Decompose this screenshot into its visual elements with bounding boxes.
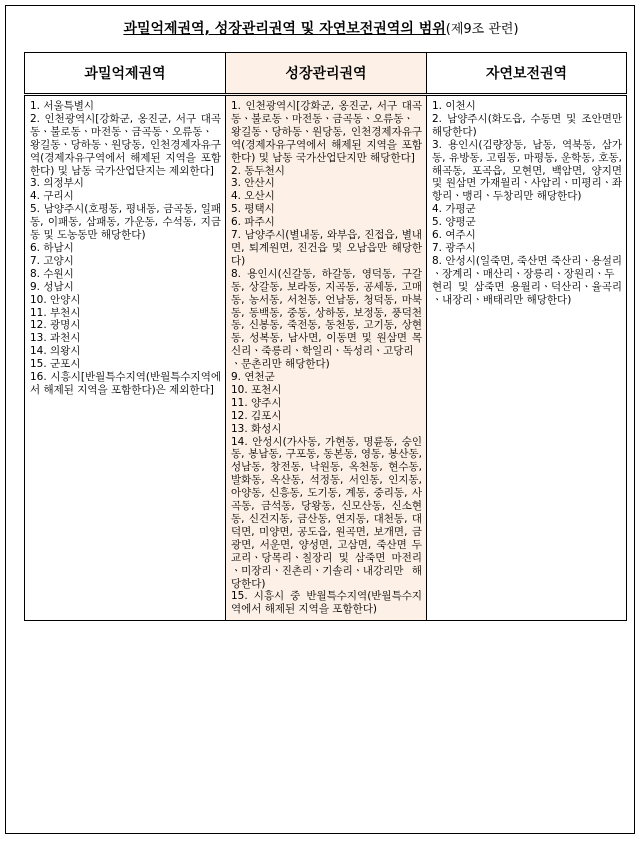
document-frame [5,5,635,834]
list-item: 7. 고양시 [30,254,74,267]
nature-conservation-cell [427,95,627,621]
nature-conservation-list [432,100,622,307]
list-item: 9. 연천군 [231,371,275,384]
list-item: 11. 부천시 [30,306,81,319]
list-item: 10. 안양시 [30,293,81,306]
zone-range-table [24,52,627,621]
header-nature-conservation: 자연보전권역 [427,53,627,95]
list-item: 8. 수원시 [30,267,74,280]
list-item: 5. 평택시 [231,203,275,216]
list-item: 9. 성남시 [30,280,74,293]
overcrowding-control-list [30,100,221,397]
list-item: 13. 화성시 [231,422,282,435]
list-item: 1. 이천시 [432,100,476,112]
list-item: 3. 의정부시 [30,177,84,190]
list-item: 12. 광명시 [30,319,81,332]
list-item: 3. 용인시(김량장동, 남동, 역북동, 삼가동, 유방동, 고림동, 마평동, 운학동, 호동, 해곡동, 포곡읍, 모현면, 백암면, 양지면 및 원삼면 가재월리ㆍ사암리ㆍ미평리ㆍ좌항리ㆍ맹리ㆍ두창리만 해당한다) [432,138,622,203]
list-item: 8. 안성시(일죽면, 죽산면 죽산리ㆍ용설리ㆍ장계리ㆍ매산리ㆍ장릉리ㆍ장원리ㆍ두현리 및 삼죽면 용월리ㆍ덕산리ㆍ율곡리ㆍ내장리ㆍ배태리만 해당한다) [432,254,622,306]
list-item: 1. 인천광역시[강화군, 옹진군, 서구 대곡동ㆍ불로동ㆍ마전동ㆍ금곡동ㆍ오류동ㆍ왕길동ㆍ당하동ㆍ원당동, 인천경제자유구역(경제자유구역에서 해제된 지역을 포함한다) 및 남동 국가산업단지만 해당한다] [231,100,422,164]
growth-management-cell [226,95,427,621]
list-item: 11. 양주시 [231,396,282,409]
list-item: 6. 하남시 [30,241,74,254]
list-item: 5. 양평군 [432,216,476,229]
table-header-row [25,53,627,95]
list-item: 6. 파주시 [231,216,275,229]
header-growth-management: 성장관리권역 [226,53,427,95]
list-item: 8. 용인시(신갈동, 하갈동, 영덕동, 구갈동, 상갈동, 보라동, 지곡동, 공세동, 고매동, 농서동, 서천동, 언남동, 청덕동, 마북동, 동백동, 중동, 상하동, 보정동, 풍덕천동, 신봉동, 죽전동, 동천동, 고기동, 상현동, 성복동, 남사면, 이동면 및 원삼면 목신리ㆍ죽릉리ㆍ학일리ㆍ독성리ㆍ고당리ㆍ문촌리만 해당한다) [231,267,422,371]
list-item: 4. 구리시 [30,190,74,203]
list-item: 6. 여주시 [432,229,476,242]
list-item: 1. 서울특별시 [30,100,95,112]
title-article-reference: (제9조 관련) [445,22,519,37]
list-item: 15. 군포시 [30,358,81,371]
list-item: 13. 과천시 [30,332,81,345]
list-item: 12. 김포시 [231,409,282,422]
list-item: 4. 가평군 [432,203,476,216]
list-item: 16. 시흥시[반월특수지역(반월특수지역에서 해제된 지역을 포함한다)은 제외한다] [30,371,221,396]
table-body-row [25,95,627,621]
list-item: 4. 오산시 [231,190,275,203]
document-title [6,18,636,38]
title-main: 과밀억제권역, 성장관리권역 및 자연보전권역의 범위 [123,21,446,37]
overcrowding-control-cell [25,95,226,621]
growth-management-list [231,100,422,616]
list-item: 15. 시흥시 중 반월특수지역(반월특수지역에서 해제된 지역을 포함한다) [231,590,422,616]
list-item: 5. 남양주시(호평동, 평내동, 금곡동, 일패동, 이패동, 삼패동, 가운동, 수석동, 지금동 및 도농동만 해당한다) [30,203,221,242]
list-item: 7. 남양주시(별내동, 와부읍, 진접읍, 별내면, 퇴계원면, 진건읍 및 오남읍만 해당한다) [231,229,422,267]
list-item: 10. 포천시 [231,383,282,396]
list-item: 14. 의왕시 [30,345,81,358]
list-item: 2. 동두천시 [231,164,285,177]
list-item: 7. 광주시 [432,241,476,254]
list-item: 14. 안성시(가사동, 가현동, 명륜동, 숭인동, 봉남동, 구포동, 동본동, 영동, 봉산동, 성남동, 창전동, 낙원동, 옥천동, 현수동, 발화동, 옥산동, 석정동, 서인동, 인지동, 아양동, 신흥동, 도기동, 계동, 중리동, 사곡동, 금석동, 당왕동, 신모산동, 신소현동, 신건지동, 금산동, 연지동, 대천동, 대덕면, 미양면, 공도읍, 원곡면, 보개면, 금광면, 서운면, 양성면, 고삼면, 죽산면 두교리ㆍ당목리ㆍ칠장리 및 삼죽면 마전리ㆍ미장리ㆍ진촌리ㆍ기솔리ㆍ내강리만 해당한다) [231,435,422,590]
header-overcrowding-control: 과밀억제권역 [25,53,226,95]
list-item: 2. 인천광역시[강화군, 옹진군, 서구 대곡동ㆍ불로동ㆍ마전동ㆍ금곡동ㆍ오류동ㆍ왕길동ㆍ당하동ㆍ원당동, 인천경제자유구역(경제자유구역에서 해제된 지역을 포함한다) 및 남동 국가산업단지는 제외한다] [30,112,221,177]
list-item: 2. 남양주시(화도읍, 수동면 및 조안면만 해당한다) [432,112,622,138]
list-item: 3. 안산시 [231,177,275,190]
